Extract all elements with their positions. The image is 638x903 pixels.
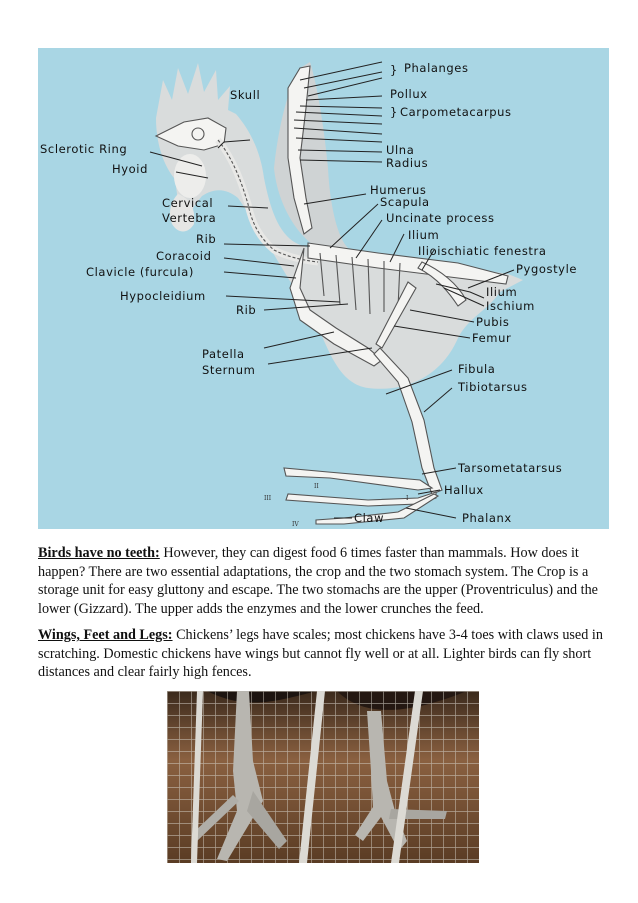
- paragraph-wings-feet-legs: [38, 626, 612, 682]
- label-sternum: Sternum: [202, 363, 256, 377]
- label-toe-iv: IV: [292, 521, 299, 528]
- label-fibula: Fibula: [458, 362, 496, 376]
- paragraph-teeth-text: However, they can digest food 6 times faster than mammals. How does it happen? There are two essential adaptations, the crop and the two stomach system. The Crop is a storage unit for easy gluttony and escape. The two stomachs are the upper (Proventriculus) and the lower (Gizzard). The upper adds the enzymes and the lower crunches the feed.: [38, 545, 598, 617]
- label-cervical: Cervical: [162, 196, 214, 210]
- label-tarsometatarsus: Tarsometatarsus: [458, 461, 563, 475]
- label-sclerotic-ring: Sclerotic Ring: [40, 142, 128, 156]
- label-pygostyle: Pygostyle: [516, 262, 578, 276]
- label-pollux: Pollux: [390, 87, 428, 101]
- label-ischium: Ischium: [486, 299, 535, 313]
- label-phalanges: Phalanges: [404, 61, 469, 75]
- label-humerus: Humerus: [370, 183, 427, 197]
- label-pubis: Pubis: [476, 315, 510, 329]
- label-coracoid: Coracoid: [156, 249, 212, 263]
- label-tibiotarsus: Tibiotarsus: [458, 380, 528, 394]
- chicken-skeleton-diagram: [38, 48, 609, 529]
- label-ilium-lower: Ilium: [486, 285, 518, 299]
- label-rib-lower: Rib: [236, 303, 257, 317]
- label-claw: Claw: [354, 511, 385, 525]
- label-radius: Radius: [386, 156, 429, 170]
- label-vertebra: Vertebra: [162, 211, 217, 225]
- label-scapula: Scapula: [380, 195, 430, 209]
- label-femur: Femur: [472, 331, 512, 345]
- label-phalanx: Phalanx: [462, 511, 512, 525]
- label-hallux: Hallux: [444, 483, 484, 497]
- paragraph-wings-text: Chickens’ legs have scales; most chickens have 3-4 toes with claws used in scratching. Domestic chickens have wings but cannot fly well or at all. Lighter birds can fly short distances and clear fairly high fences.: [38, 627, 603, 680]
- label-bracket-phalanges: }: [390, 63, 398, 77]
- paragraph-wings-heading: Wings, Feet and Legs:: [38, 627, 173, 643]
- paragraph-teeth: [38, 544, 612, 618]
- label-skull: Skull: [230, 88, 261, 102]
- label-rib-upper: Rib: [196, 232, 217, 246]
- label-bracket-carpometacarpus: }: [390, 105, 398, 119]
- label-toe-i: I: [406, 495, 409, 502]
- label-ulna: Ulna: [386, 143, 415, 157]
- label-ilium: Ilium: [408, 228, 440, 242]
- paragraph-teeth-heading: Birds have no teeth:: [38, 545, 160, 561]
- label-toe-iii: III: [264, 495, 272, 502]
- label-patella: Patella: [202, 347, 245, 361]
- label-clavicle: Clavicle (furcula): [86, 265, 194, 279]
- label-uncinate-process: Uncinate process: [386, 211, 495, 225]
- label-toe-ii: II: [314, 483, 319, 490]
- label-hyoid: Hyoid: [112, 162, 148, 176]
- label-hypocleidium: Hypocleidium: [120, 289, 206, 303]
- chicken-feet-photo: [167, 691, 479, 863]
- label-carpometacarpus: Carpometacarpus: [400, 105, 512, 119]
- label-ilioischiatic-fenestra: Ilioischiatic fenestra: [418, 244, 547, 258]
